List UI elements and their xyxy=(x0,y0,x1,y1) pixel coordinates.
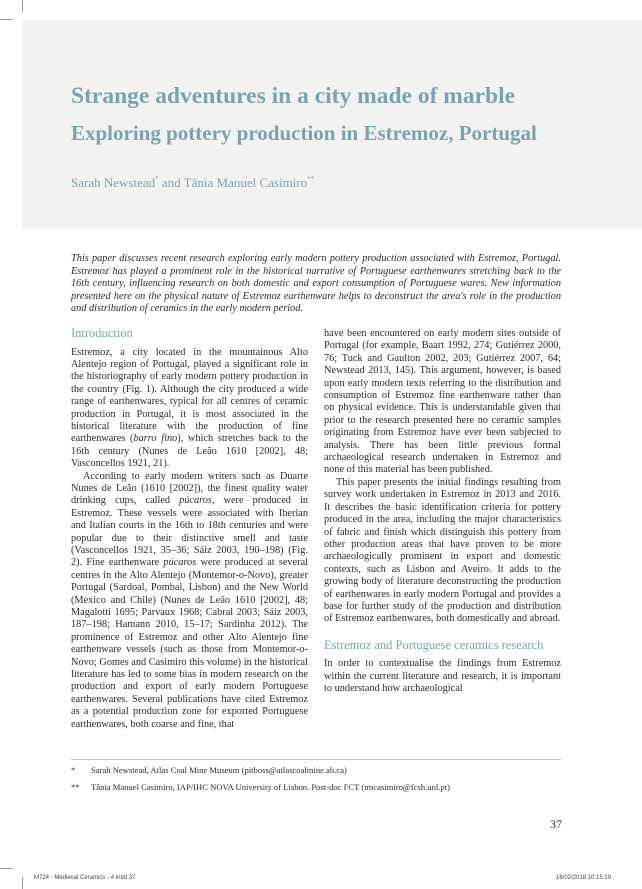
text-run: Estremoz, a city located in the mountainous Alto Alentejo region of Portugal, played a significant role in the historiography of early modern pottery production in the country (Fig. 1). Although the city produced a wide range of earthenwares, typical for all centres of ceramic production in Portugal, it is most associated in the historical literature with the production of fine earthenwares ( xyxy=(71,346,308,445)
text-run: were produced at several centres in the Alto Alentejo (Montemor-o-Novo), greater Portugal (Sardoal, Pombal, Lisbon) and the New World (Mexico and Chile) (Nunes de Leão 1610 [2002], 48; Magalotti 1695; Parvaux 1968; Cabral 2003; Sáiz 2003, 187–198; Hamann 2010, 15–17; Sardinha 2012). The prominence of Estremoz and other Alto Alentejo fine earthenware vessels (such as those from Montemor-o-Novo; Gomes and Casimiro this volume) in the historical literature has led to some bias in modern research on the production and export of early modern Portuguese earthenwares. Several publications have cited Estremoz as a potential production zone for exported Portuguese earthenwares, both coarse and fine, that xyxy=(71,557,309,730)
body-column-left xyxy=(71,326,308,731)
body-paragraph: In order to contextualise the findings from Estremoz within the current literature and research, it is important to understand how archaeological xyxy=(324,658,561,695)
italic-term: púcaros xyxy=(163,557,197,569)
crop-mark xyxy=(22,877,23,889)
abstract: This paper discusses recent research exploring early modern pottery production associated with Estremoz, Portugal. Estremoz has played a prominent role in the historical narrative of Portuguese earthenwares stretching back to the 16th century, influencing research on both domestic and export consumption of Portuguese wares. New information presented here on the physical nature of Estremoz earthenware helps to deconstruct the area's role in the production and distribution of ceramics in the early modern period. xyxy=(71,253,561,315)
text-run: According to early modern writers such as Duarte Nunes de Leão (1610 [2002]), the finest quality water drinking cups, called xyxy=(71,470,308,507)
body-paragraph xyxy=(71,471,308,732)
page-number: 37 xyxy=(550,817,562,831)
footnote-1 xyxy=(71,765,347,775)
footnote-text: Sarah Newstead, Atlas Coal Mine Museum (pitboss@atlascoalmine.ab.ca) xyxy=(91,765,347,775)
italic-term: púcaros xyxy=(179,495,212,507)
footnote-2 xyxy=(71,782,450,792)
body-column-right xyxy=(324,328,561,695)
crop-mark xyxy=(0,19,13,20)
text-run: , were produced in Estremoz. These vessels were associated with Iberian and Italian courts in the 16th to 18th centuries and were popular due to their distinctive smell and taste (Vasconcellos 1921, 35–36; Sáiz 2003, 190–198) (Fig. 2). Fine earthenware xyxy=(71,495,308,569)
footnote-mark: ** xyxy=(71,782,80,792)
body-paragraph: This paper presents the initial findings resulting from survey work undertaken in Estremoz in 2013 and 2016. It describes the basic identification criteria for pottery produced in the area, including the major characteristics of fabric and finish which distinguish this pottery from other production areas that have proven to be more archaeologically prominent in export and domestic contexts, such as Lisbon and Aveiro. It adds to the growing body of literature deconstructing the production of earthenwares in early modern Portugal and provides a base for further study of the production and distribution of Estremoz earthenwares, both domestically and abroad. xyxy=(324,476,561,625)
body-paragraph: have been encountered on early modern sites outside of Portugal (for example, Baart 1992, 274; Gutiérrez 2000, 76; Tuck and Gaulton 2002, 203; Gutiérrez 2007, 64; Newstead 2013, 145). This argument, however, is based upon early modern texts referring to the distribution and consumption of Estremoz fine earthenware rather than on physical evidence. This is understandable given that prior to the research presented here no ceramic samples originating from Estremoz have ever been subjected to analysis. There has been little previous formal archaeological research undertaken in Estremoz and none of this material has been published. xyxy=(324,328,561,476)
print-slug-file: M724 - Medieval Ceramics - 4 indd 37 xyxy=(34,875,136,881)
author-1-footnote-mark: * xyxy=(155,175,159,183)
footnote-divider xyxy=(71,759,561,760)
author-2: Tânia Manuel Casimiro xyxy=(183,175,308,190)
text-run: ), which stretches back to the 16th century (Nunes de Leão 1610 [2002], 48; Vasconcellos 1921, 21). xyxy=(71,433,309,470)
author-2-footnote-mark: ** xyxy=(307,175,315,183)
article-subtitle: Exploring pottery production in Estremoz, Portugal xyxy=(71,121,537,145)
print-slug-timestamp: 16/02/2018 10:15:19 xyxy=(556,875,612,881)
footnote-mark: * xyxy=(71,765,76,775)
author-line xyxy=(71,175,314,191)
italic-term: barro fino xyxy=(133,433,178,445)
author-join: and xyxy=(158,175,184,190)
section-heading-estremoz-research: Estremoz and Portuguese ceramics research xyxy=(324,637,544,652)
body-paragraph xyxy=(71,347,308,471)
crop-mark xyxy=(0,868,13,869)
section-heading-introduction: Introduction xyxy=(71,326,133,340)
article-title: Strange adventures in a city made of marble xyxy=(71,83,516,109)
footnote-text: Tânia Manuel Casimiro, IAP/IHC NOVA University of Lisbon. Post-doc FCT (tmcasimiro@fcsh.unl.pt) xyxy=(91,782,450,792)
author-1: Sarah Newstead xyxy=(71,175,156,190)
crop-mark xyxy=(22,0,23,12)
